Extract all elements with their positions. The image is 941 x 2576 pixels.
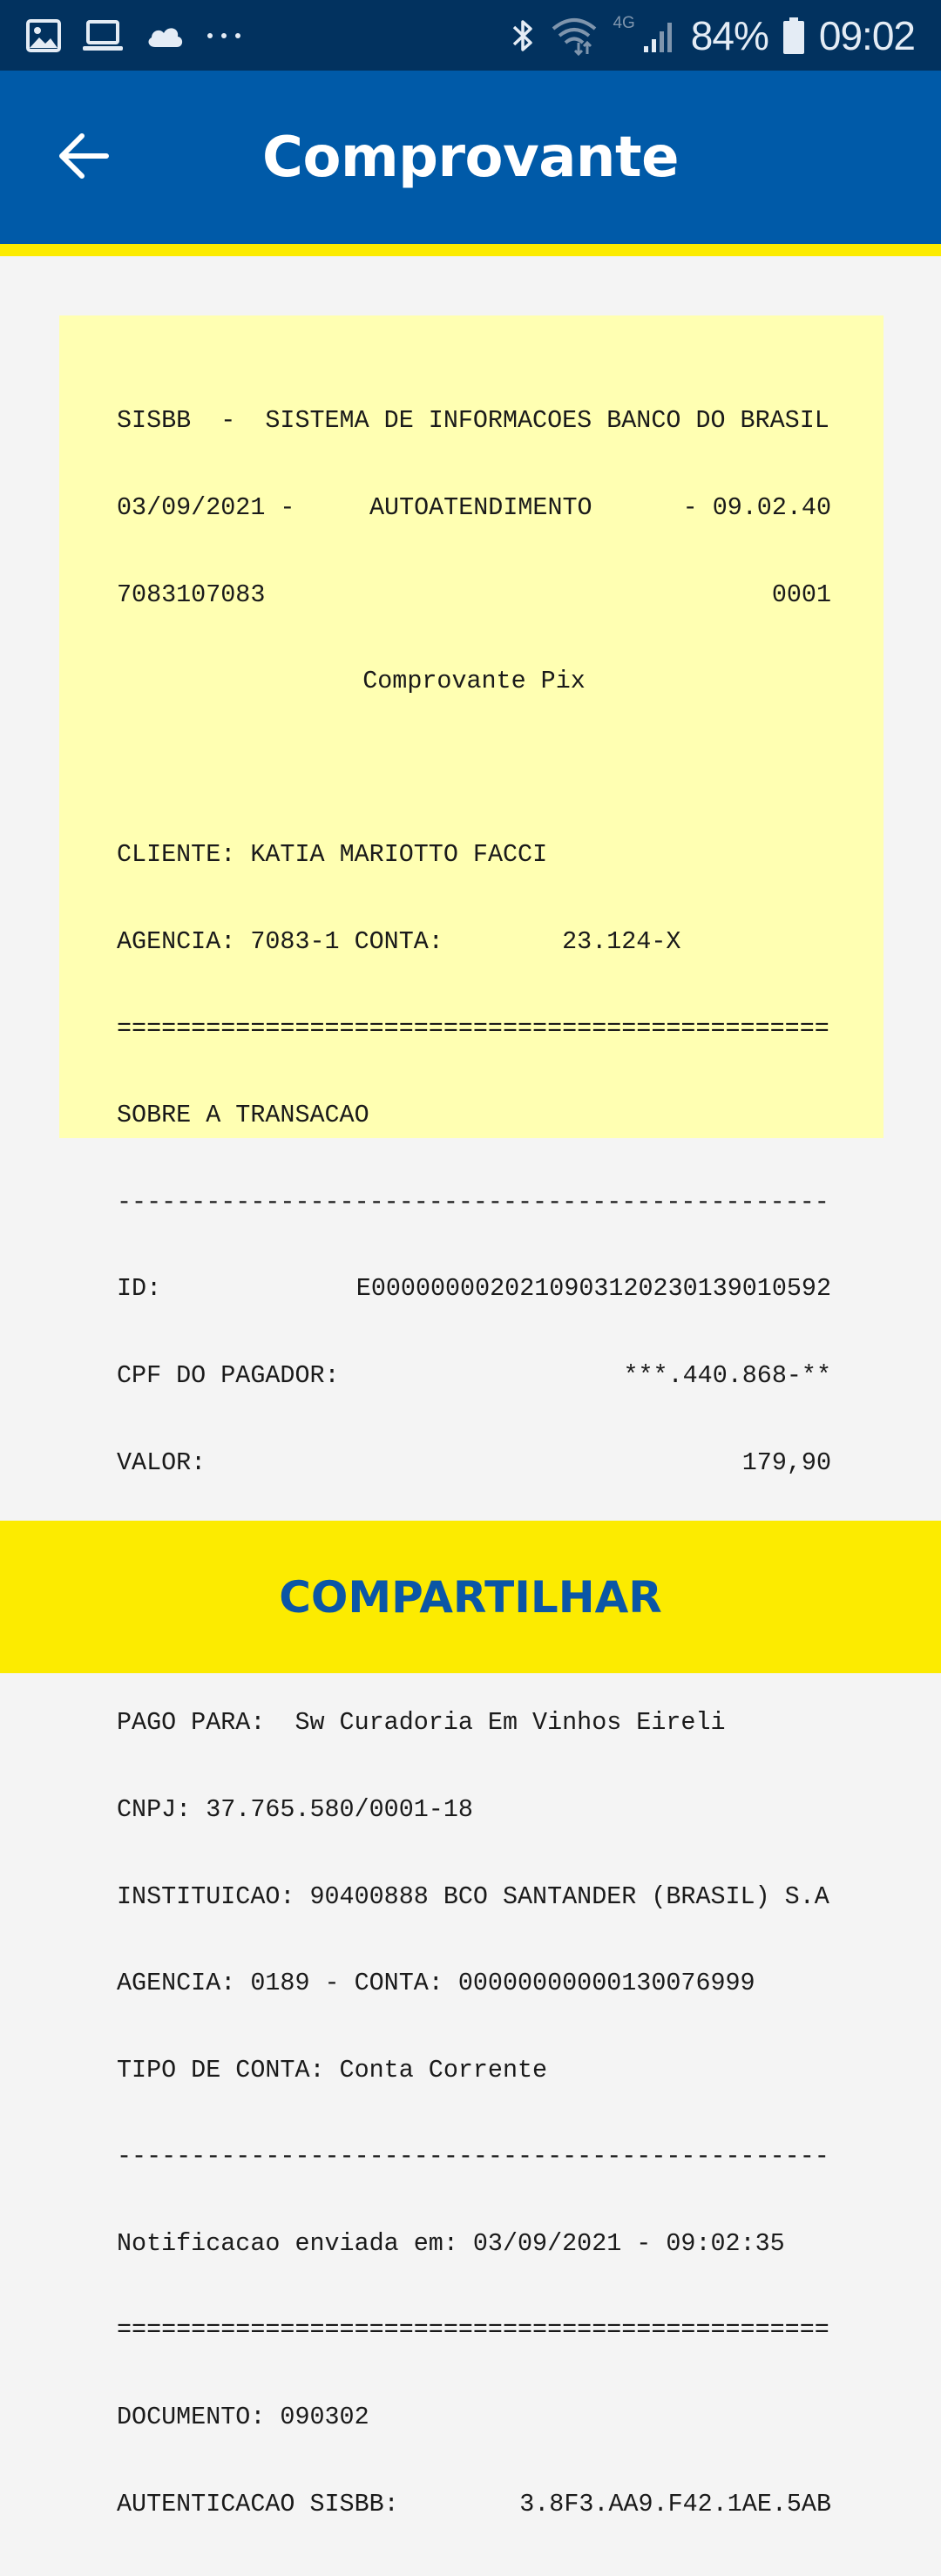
receipt-agencia-conta-dest: AGENCIA: 0189 - CONTA: 00000000000130076999 bbox=[117, 1969, 755, 1998]
cloud-icon bbox=[145, 23, 185, 49]
receipt-date: 03/09/2021 - bbox=[117, 493, 295, 522]
battery-percentage: 84% bbox=[690, 12, 768, 58]
receipt-separator-single: ------------------------------------------------ bbox=[117, 2142, 829, 2172]
battery-icon bbox=[782, 17, 805, 55]
cpf-value: ***.440.868-** bbox=[623, 1360, 831, 1390]
receipt-blank bbox=[117, 754, 831, 783]
receipt-notificacao: Notificacao enviada em: 03/09/2021 - 09:02:35 bbox=[117, 2228, 785, 2258]
receipt-id-row bbox=[117, 1274, 831, 1303]
receipt-title: Comprovante Pix bbox=[362, 667, 586, 696]
receipt-sequence: 0001 bbox=[771, 580, 831, 609]
status-bar bbox=[0, 0, 941, 71]
signal-icon bbox=[642, 18, 677, 53]
receipt-autenticacao-row bbox=[117, 2490, 831, 2518]
receipt-cnpj: CNPJ: 37.765.580/0001-18 bbox=[117, 1794, 473, 1824]
receipt-cpf-row bbox=[117, 1361, 831, 1390]
status-left bbox=[26, 19, 263, 52]
receipt-channel: AUTOATENDIMENTO bbox=[369, 493, 592, 522]
receipt-agencia-conta: AGENCIA: 7083-1 CONTA: 23.124-X bbox=[117, 926, 681, 956]
gallery-icon bbox=[26, 19, 61, 52]
cliente-value: KATIA MARIOTTO FACCI bbox=[250, 840, 548, 870]
valor-label: VALOR: bbox=[117, 1447, 206, 1477]
app-bar bbox=[0, 71, 941, 244]
arrow-left-icon bbox=[58, 132, 110, 180]
receipt-time-code: - 09.02.40 bbox=[682, 493, 831, 522]
receipt-date-line bbox=[117, 493, 831, 522]
receipt-terminal-line bbox=[117, 580, 831, 609]
receipt-text bbox=[117, 349, 831, 2576]
laptop-icon bbox=[82, 19, 124, 52]
receipt-valor-row bbox=[117, 1448, 831, 1477]
more-dots-icon bbox=[206, 31, 242, 40]
receipt-separator-double: ================================================ bbox=[117, 2315, 829, 2345]
receipt-documento: DOCUMENTO: 090302 bbox=[117, 2403, 369, 2432]
receipt-section-title: SOBRE A TRANSACAO bbox=[117, 1101, 369, 1130]
id-label: ID: bbox=[117, 1274, 162, 1304]
app-bar-accent-stripe bbox=[0, 244, 941, 256]
autenticacao-label: AUTENTICACAO SISBB: bbox=[117, 2489, 399, 2518]
id-value: E0000000020210903120230139010592 bbox=[355, 1274, 831, 1304]
receipt-terminal: 7083107083 bbox=[117, 580, 266, 609]
valor-value: 179,90 bbox=[741, 1447, 831, 1477]
receipt-instituicao: INSTITUICAO: 90400888 BCO SANTANDER (BRASIL) S.A bbox=[117, 1881, 829, 1911]
page-title: Comprovante bbox=[262, 125, 679, 190]
wifi-icon bbox=[550, 17, 599, 55]
receipt-header-line: SISBB - SISTEMA DE INFORMACOES BANCO DO BRASIL bbox=[117, 406, 829, 436]
network-type: 4G bbox=[613, 13, 635, 32]
status-time: 09:02 bbox=[818, 12, 915, 58]
back-button[interactable] bbox=[52, 125, 115, 187]
receipt-cliente-line bbox=[117, 840, 831, 869]
cpf-label: CPF DO PAGADOR: bbox=[117, 1360, 340, 1390]
cliente-label: CLIENTE: bbox=[117, 840, 236, 870]
bluetooth-icon bbox=[510, 17, 536, 55]
status-right bbox=[496, 12, 915, 59]
autenticacao-value: 3.8F3.AA9.F42.1AE.5AB bbox=[519, 2489, 831, 2518]
receipt-pago-para: PAGO PARA: Sw Curadoria Em Vinhos Eireli bbox=[117, 1708, 726, 1738]
receipt-tipo-conta: TIPO DE CONTA: Conta Corrente bbox=[117, 2055, 548, 2085]
receipt-separator-double: ================================================ bbox=[117, 1013, 829, 1043]
receipt-separator-single: ------------------------------------------------ bbox=[117, 1187, 829, 1217]
share-button[interactable]: COMPARTILHAR bbox=[0, 1521, 941, 1673]
